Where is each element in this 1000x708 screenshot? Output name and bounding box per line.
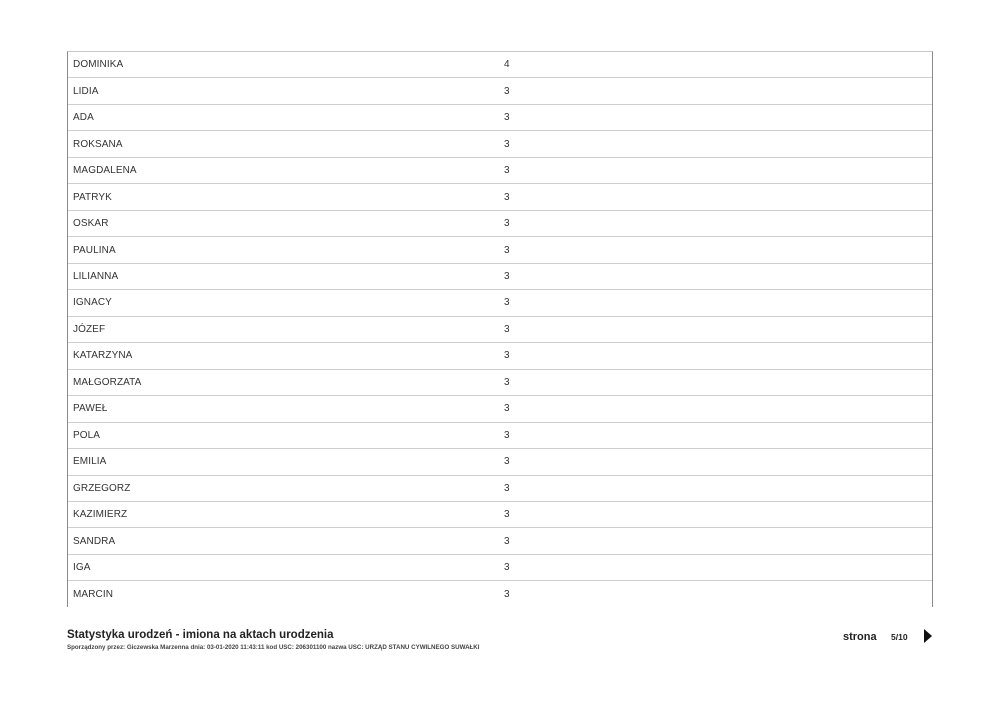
names-table <box>67 51 933 607</box>
count-cell: 3 <box>504 535 510 547</box>
count-cell: 3 <box>504 376 510 388</box>
name-cell: GRZEGORZ <box>73 482 131 494</box>
count-cell: 3 <box>504 350 510 362</box>
name-cell: EMILIA <box>73 456 107 468</box>
table-row <box>68 131 932 157</box>
count-cell: 3 <box>504 589 510 601</box>
table-row <box>68 476 932 502</box>
count-cell: 3 <box>504 218 510 230</box>
name-cell: MARCIN <box>73 589 114 601</box>
count-cell: 3 <box>504 112 510 124</box>
name-cell: PATRYK <box>73 191 112 203</box>
table-row <box>68 52 932 78</box>
table-row <box>68 158 932 184</box>
name-cell: LIDIA <box>73 85 99 97</box>
table-row <box>68 184 932 210</box>
count-cell: 3 <box>504 270 510 282</box>
name-cell: PAULINA <box>73 244 116 256</box>
name-cell: OSKAR <box>73 218 109 230</box>
table-row <box>68 290 932 316</box>
table-row <box>68 502 932 528</box>
table-row <box>68 581 932 607</box>
name-cell: IGA <box>73 562 91 574</box>
count-cell: 4 <box>504 59 510 71</box>
count-cell: 3 <box>504 482 510 494</box>
page-number: 5/10 <box>891 632 908 642</box>
count-cell: 3 <box>504 562 510 574</box>
table-row <box>68 264 932 290</box>
name-cell: POLA <box>73 429 101 441</box>
table-row <box>68 528 932 554</box>
table-row <box>68 555 932 581</box>
name-cell: ROKSANA <box>73 138 123 150</box>
count-cell: 3 <box>504 429 510 441</box>
count-cell: 3 <box>504 297 510 309</box>
name-cell: KAZIMIERZ <box>73 509 128 521</box>
count-cell: 3 <box>504 138 510 150</box>
count-cell: 3 <box>504 165 510 177</box>
count-cell: 3 <box>504 509 510 521</box>
name-cell: PAWEŁ <box>73 403 108 415</box>
name-cell: SANDRA <box>73 535 116 547</box>
name-cell: JÓZEF <box>73 323 106 335</box>
report-metadata: Sporządzony przez: Giczewska Marzenna dnia: 03-01-2020 11:43:11 kod USC: 206301100 nazwa USC: URZĄD STANU CYWILNEGO SUWAŁKI <box>67 644 480 651</box>
name-cell: IGNACY <box>73 297 112 309</box>
table-row <box>68 396 932 422</box>
table-row <box>68 343 932 369</box>
name-cell: MAŁGORZATA <box>73 376 142 388</box>
table-row <box>68 449 932 475</box>
triangle-right-icon[interactable] <box>924 629 932 643</box>
table-row <box>68 317 932 343</box>
table-row <box>68 370 932 396</box>
page-label: strona <box>843 631 877 643</box>
table-row <box>68 211 932 237</box>
table-row <box>68 423 932 449</box>
report-title: Statystyka urodzeń - imiona na aktach urodzenia <box>67 629 334 641</box>
count-cell: 3 <box>504 403 510 415</box>
count-cell: 3 <box>504 456 510 468</box>
count-cell: 3 <box>504 323 510 335</box>
count-cell: 3 <box>504 85 510 97</box>
name-cell: LILIANNA <box>73 270 119 282</box>
table-row <box>68 237 932 263</box>
count-cell: 3 <box>504 191 510 203</box>
table-row <box>68 105 932 131</box>
count-cell: 3 <box>504 244 510 256</box>
name-cell: DOMINIKA <box>73 59 124 71</box>
name-cell: MAGDALENA <box>73 165 137 177</box>
name-cell: ADA <box>73 112 94 124</box>
page-footer <box>67 629 937 659</box>
table-row <box>68 78 932 104</box>
name-cell: KATARZYNA <box>73 350 133 362</box>
